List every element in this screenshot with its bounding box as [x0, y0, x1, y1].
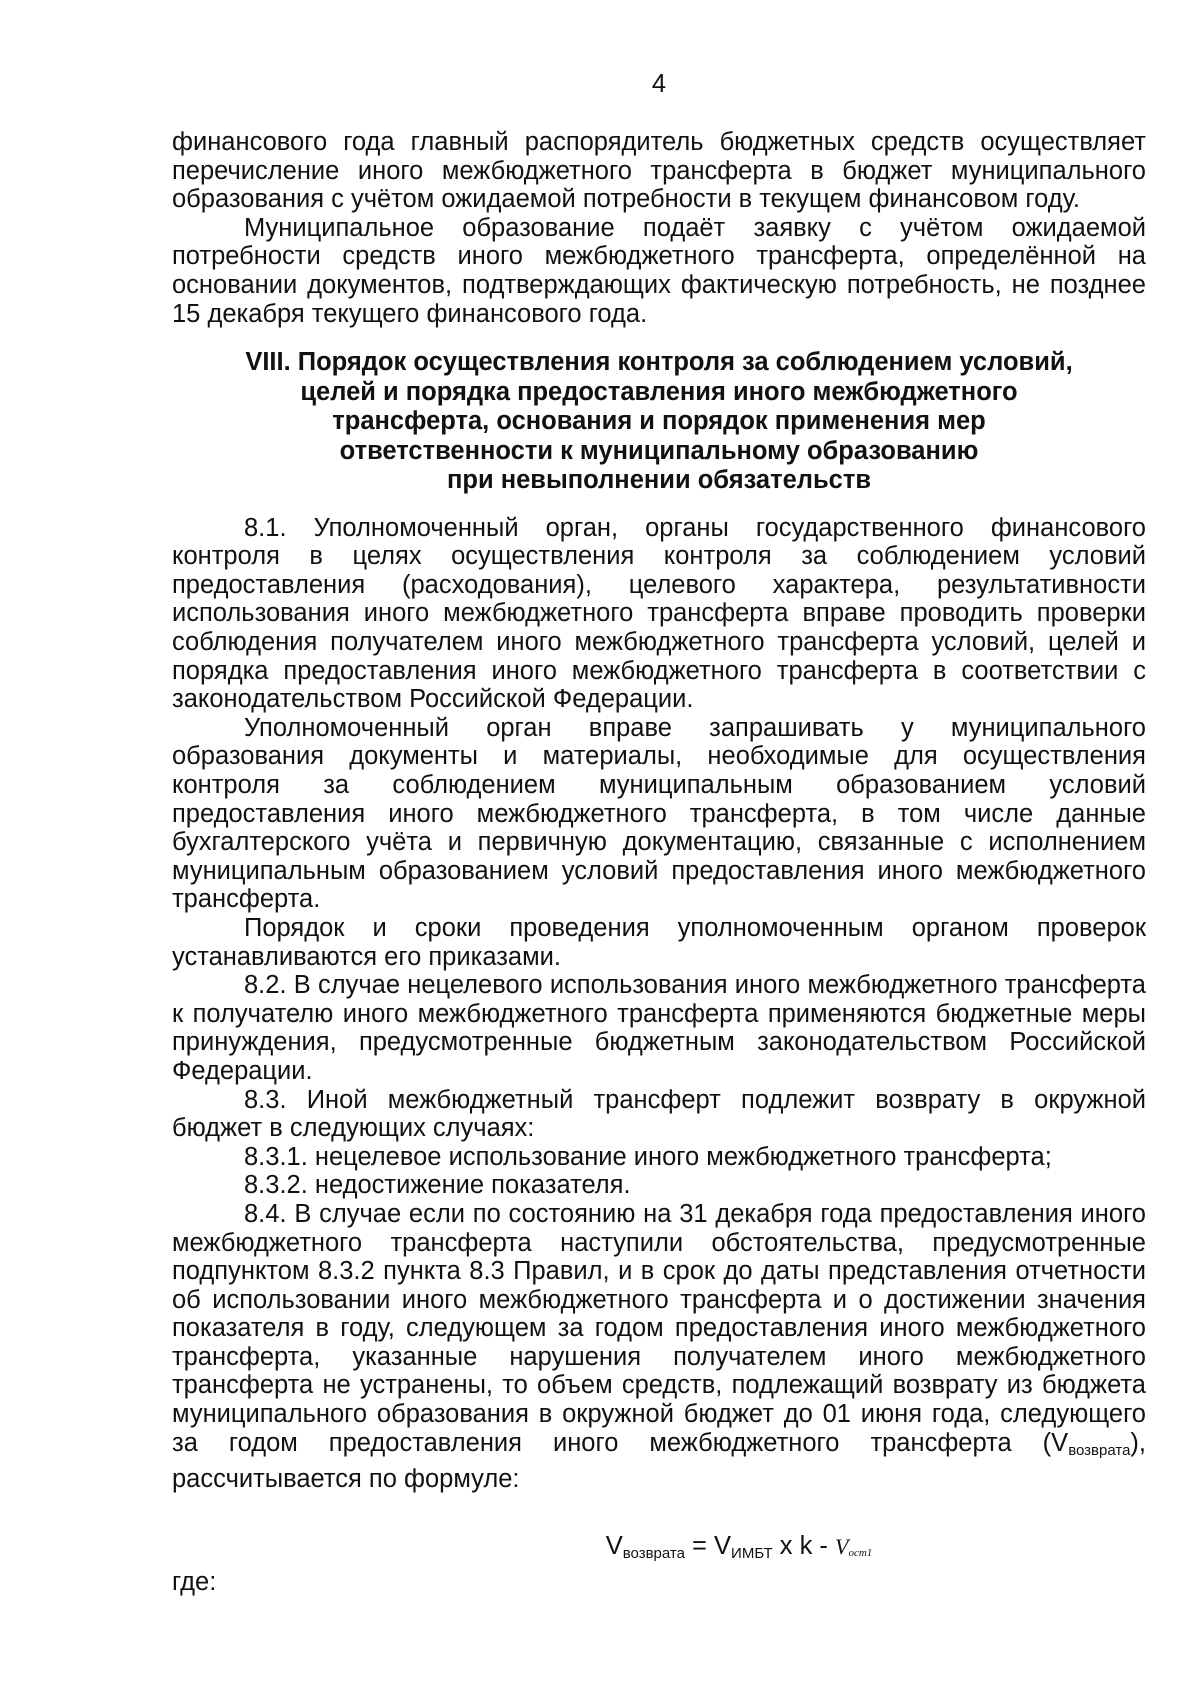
paragraph-application: Муниципальное образование подаёт заявку с учётом ожидаемой потребности средств иного межбюджетного трансферта, определённой на основании документов, подтверждающих фактическую потребность, не позднее 15 декабря текущего финансового года. [172, 213, 1146, 328]
section-heading [172, 348, 1146, 496]
paragraph-8-3: 8.3. Иной межбюджетный трансферт подлежит возврату в окружной бюджет в следующих случаях: [172, 1085, 1146, 1143]
formula-v-return: V [605, 1531, 623, 1560]
formula-v-remainder: V [835, 1533, 849, 1559]
paragraph-8-1: 8.1. Уполномоченный орган, органы государственного финансового контроля в целях осуществления контроля за соблюдением условий предоставления (расходования), целевого характера, результативности использования иного межбюджетного трансферта вправе проводить проверки соблюдения получателем иного межбюджетного трансферта условий, целей и порядка предоставления иного межбюджетного трансферта в соответствии с законодательством Российской Федерации. [172, 513, 1146, 714]
paragraph-8-4-subscript: возврата [1068, 1441, 1131, 1459]
section-heading-line: при невыполнении обязательств [446, 466, 872, 495]
paragraph-continuation: финансового года главный распорядитель бюджетных средств осуществляет перечисление иного межбюджетного трансферта в бюджет муниципального образования с учётом ожидаемой потребности в текущем финансовом году. [172, 128, 1146, 214]
formula-equals-v: = V [684, 1531, 732, 1560]
section-heading-line: VIII. Порядок осуществления контроля за соблюдением условий, [245, 348, 1073, 377]
paragraph-8-3-2: 8.3.2. недостижение показателя. [244, 1171, 631, 1200]
section-heading-line: ответственности к муниципальному образованию [339, 436, 979, 465]
formula-where-label: где: [172, 1567, 217, 1596]
paragraph-8-4 [172, 1200, 1146, 1494]
section-heading-line: трансферта, основания и порядок применения мер [332, 407, 986, 436]
paragraph-8-4-text: 8.4. В случае если по состоянию на 31 декабря года предоставления иного межбюджетного трансферта наступили обстоятельства, предусмотренные подпунктом 8.3.2 пункта 8.3 Правил, и в срок до даты представления отчетности об использовании иного межбюджетного трансферта и о достижении значения показателя в году, следующем за годом предоставления иного межбюджетного трансферта, указанные нарушения получателем иного межбюджетного трансферта не устранены, то объем средств, подлежащий возврату из бюджета муниципального образования в окружной бюджет до 01 июня года, следующего за годом предоставления иного межбюджетного трансферта (V [172, 1199, 1146, 1457]
page-number: 4 [651, 70, 667, 98]
paragraph-8-3-1: 8.3.1. нецелевое использование иного межбюджетного трансферта; [244, 1142, 1052, 1171]
formula-v-return-subscript: возврата [622, 1544, 685, 1562]
formula-v-remainder-subscript: ост1 [848, 1546, 873, 1559]
paragraph-8-4-tail: ), рассчитывается по формуле: [172, 1428, 1146, 1494]
formula-imbt-subscript: ИМБТ [731, 1544, 773, 1562]
paragraph-8-2: 8.2. В случае нецелевого использования иного межбюджетного трансферта к получателю иного межбюджетного трансферта применяются бюджетные меры принуждения, предусмотренные бюджетным законодательством Российской Федерации. [172, 971, 1146, 1085]
section-heading-line: целей и порядка предоставления иного межбюджетного [300, 377, 1018, 406]
document-page [172, 70, 1146, 1596]
paragraph-authority-request: Уполномоченный орган вправе запрашивать у муниципального образования документы и материалы, необходимые для осуществления контроля за соблюдением муниципальным образованием условий предоставления иного межбюджетного трансферта, в том числе данные бухгалтерского учёта и первичную документацию, связанные с исполнением муниципальным образованием условий предоставления иного межбюджетного трансферта. [172, 713, 1146, 914]
formula-multiplier: x k - [772, 1531, 835, 1560]
paragraph-inspection-order: Порядок и сроки проведения уполномоченным органом проверок устанавливаются его приказами. [172, 913, 1146, 971]
refund-formula [172, 1530, 1146, 1562]
